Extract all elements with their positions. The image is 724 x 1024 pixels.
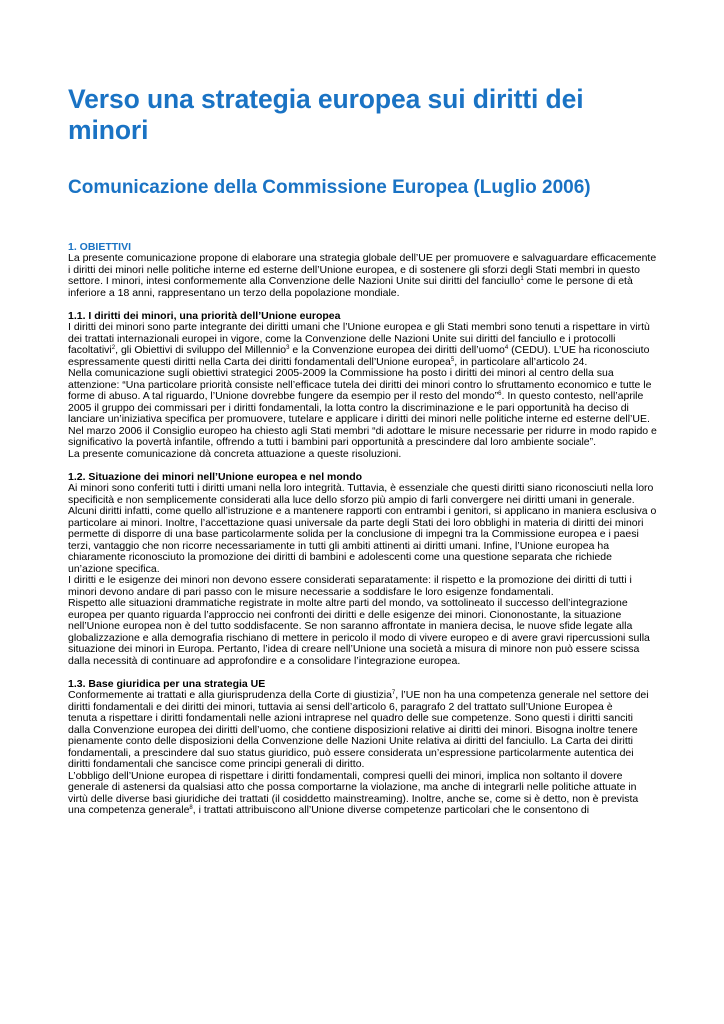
- document-subtitle: Comunicazione della Commissione Europea (Luglio 2006): [68, 177, 591, 198]
- paragraph: Nel marzo 2006 il Consiglio europeo ha chiesto agli Stati membri “di adottare le misure necessarie per ridurre in modo rapido e significativo la povertà infantile, offrendo a tutti i bambini pari opportunità a prescindere dal loro ambiente sociale”.: [68, 424, 657, 448]
- footnote-ref: 4: [504, 345, 509, 351]
- footnote-ref: 5: [450, 356, 455, 363]
- paragraph: [68, 368, 658, 426]
- text-run: . In questo contesto, nell’aprile 2005 il gruppo dei commissari per i diritti fondamentali, la lotta contro la discriminazione e le pari opportunità ha deciso di lanciare un’iniziativa specifica per promuovere, tutelare e applicare i diritti dei minori nelle politiche interne ed esterne dell’UE.: [68, 390, 650, 425]
- paragraph: La presente comunicazione dà concreta attuazione a queste risoluzioni.: [68, 447, 402, 460]
- text-run: come le persone di età inferiore a 18 anni, rappresentano un terzo della popolazione mondiale.: [68, 275, 633, 299]
- paragraph: [68, 322, 658, 368]
- paragraph: [68, 690, 658, 713]
- section-1-2-body: [68, 483, 658, 667]
- section-1-3-body: [68, 690, 658, 817]
- section-heading-1-3: 1.3. Base giuridica per una strategia UE: [68, 678, 266, 690]
- paragraph: [68, 771, 658, 817]
- text-run: e la Convenzione europea dei diritti dell’uomo: [289, 344, 505, 356]
- text-run: Conformemente ai trattati e alla giurisprudenza della Corte di giustizia: [68, 689, 392, 701]
- footnote-ref: 8: [189, 805, 193, 811]
- paragraph: Ai minori sono conferiti tutti i diritti umani nella loro integrità. Tuttavia, è essenziale che questi diritti siano riconosciuti nella loro specificità e non semplicemente considerati alla luce dello sforzo più ampio di farli convergere nei diritti umani in generale. Alcuni diritti infatti, come quello all’istruzione e a mantenere rapporti con entrambi i genitori, si applicano in maniera esclusiva o particolare ai minori. Inoltre, l’accettazione quasi universale da parte degli Stati dei loro obblighi in materia di diritti dei minori permette di disporre di una base particolarmente solida per la conclusione di impegni tra la Commissione europea e i paesi terzi, vantaggio che non ricorre necessariamente in tutti gli ambiti attinenti ai diritti umani. Infine, l’Unione europea ha chiaramente riconosciuto la promozione dei diritti di bambini e adolescenti come una questione separata che richiede un’azione specifica.: [68, 482, 657, 575]
- paragraph: [68, 253, 658, 299]
- text-run: , gli Obiettivi di sviluppo del Millennio: [115, 344, 287, 356]
- section-heading-1-1: 1.1. I diritti dei minori, una priorità dell’Unione europea: [68, 310, 341, 322]
- text-run: , in particolare all’articolo 24.: [454, 355, 588, 368]
- paragraph: I diritti e le esigenze dei minori non devono essere considerati separatamente: il rispetto e la promozione dei diritti di tutti i minori devono andare di pari passo con le misure necessarie a soddisfare le loro esigenze fondamentali.: [68, 574, 632, 598]
- section-heading-obiettivi: 1. OBIETTIVI: [68, 241, 132, 253]
- footnote-ref: 6: [498, 391, 502, 397]
- paragraph: Rispetto alle situazioni drammatiche registrate in molte altre parti del mondo, va sottolineato il successo dell’integrazione europea per quanto riguarda l’approccio nei confronti dei diritti e delle esigenze dei minori. Ciononostante, la situazione nell’Unione europea non è del tutto soddisfacente. Se non saranno affrontate in maniera decisa, le nuove sfide legate alla globalizzazione e alla demografia rischiano di mettere in pericolo il modo di vivere europeo e di avere gravi ripercussioni sulla situazione dei minori in Europa. Pertanto, l’idea di creare nell’Unione una società a misura di minore non può essere scissa dalla necessità di continuare ad approfondire e a consolidare l’integrazione europea.: [68, 597, 650, 667]
- document-page: [68, 84, 658, 817]
- document-title: Verso una strategia europea sui diritti dei minori: [68, 84, 584, 145]
- section-heading-1-2: 1.2. Situazione dei minori nell’Unione europea e nel mondo: [68, 471, 363, 483]
- text-run: L’obbligo dell’Unione europea di rispettare i diritti fondamentali, compresi quelli dei minori, implica non soltanto il dovere generale di astenersi da qualsiasi atto che possa comportarne la violazione, ma anche di integrarli nelle politiche attuate in virtù delle diverse basi giuridiche dei trattati (il cosiddetto mainstreaming). Inoltre, anche se, come si è detto, non è prevista una competenza generale: [68, 769, 639, 816]
- text-run: La presente comunicazione propone di elaborare una strategia globale dell’UE per promuovere e salvaguardare efficacemente i diritti dei minori nelle politiche interne ed esterne dell’Unione europea, e di sostenere gli sforzi degli Stati membri in questo settore. I minori, intesi conformemente alla Convenzione delle Nazioni Unite sui diritti del fanciullo: [68, 252, 657, 287]
- text-run: (CEDU). L’UE ha riconosciuto espressamente questi diritti nella Carta dei diritti fondamentali dell’Unione europea: [68, 344, 650, 368]
- text-run: I diritti dei minori sono parte integrante dei diritti umani che l’Unione europea e gli Stati membri sono tenuti a rispettare in virtù dei trattati internazionali europei in vigore, come la Convenzione delle Nazioni Unite sui diritti del fanciullo e i protocolli facoltativi: [68, 321, 650, 356]
- paragraph: tenuta a rispettare i diritti fondamentali nelle azioni intraprese nel quadro delle sue competenze. Sono questi i diritti sanciti dalla Convenzione europea dei diritti dell’uomo, che contiene disposizioni relative ai diritti dei minori. Bisogna inoltre tenere pienamente conto delle disposizioni della Convenzione delle Nazioni Unite relativa ai diritti del fanciullo. La Carta dei diritti fondamentali, a prescindere dal suo status giuridico, può essere considerata un’espressione particolarmente autentica dei diritti fondamentali che sancisce come principi generali di diritto.: [68, 712, 638, 770]
- footnote-ref: 7: [391, 690, 396, 696]
- footnote-ref: 3: [286, 345, 290, 351]
- footnote-ref: 2: [111, 345, 116, 351]
- section-1-body: [68, 253, 658, 299]
- text-run: , l’UE non ha una competenza generale nel settore dei diritti fondamentali e dei diritti dei minori, tuttavia ai sensi dell’articolo 6, paragrafo 2 del trattato sull’Unione Europea è: [68, 689, 649, 713]
- text-run: Nella comunicazione sugli obiettivi strategici 2005-2009 la Commissione ha posto i diritti dei minori al centro della sua attenzione: “Una particolare priorità consiste nell’efficace tutela dei diritti dei minori contro lo sfruttamento economico e tutte le forme di abuso. A tal riguardo, l’Unione dovrebbe fungere da esempio per il resto del mondo”: [68, 367, 652, 402]
- section-1-1-body: [68, 322, 658, 460]
- text-run: , i trattati attribuiscono all’Unione diverse competenze particolari che le consentono di: [192, 804, 590, 816]
- footnote-ref: 1: [520, 276, 524, 282]
